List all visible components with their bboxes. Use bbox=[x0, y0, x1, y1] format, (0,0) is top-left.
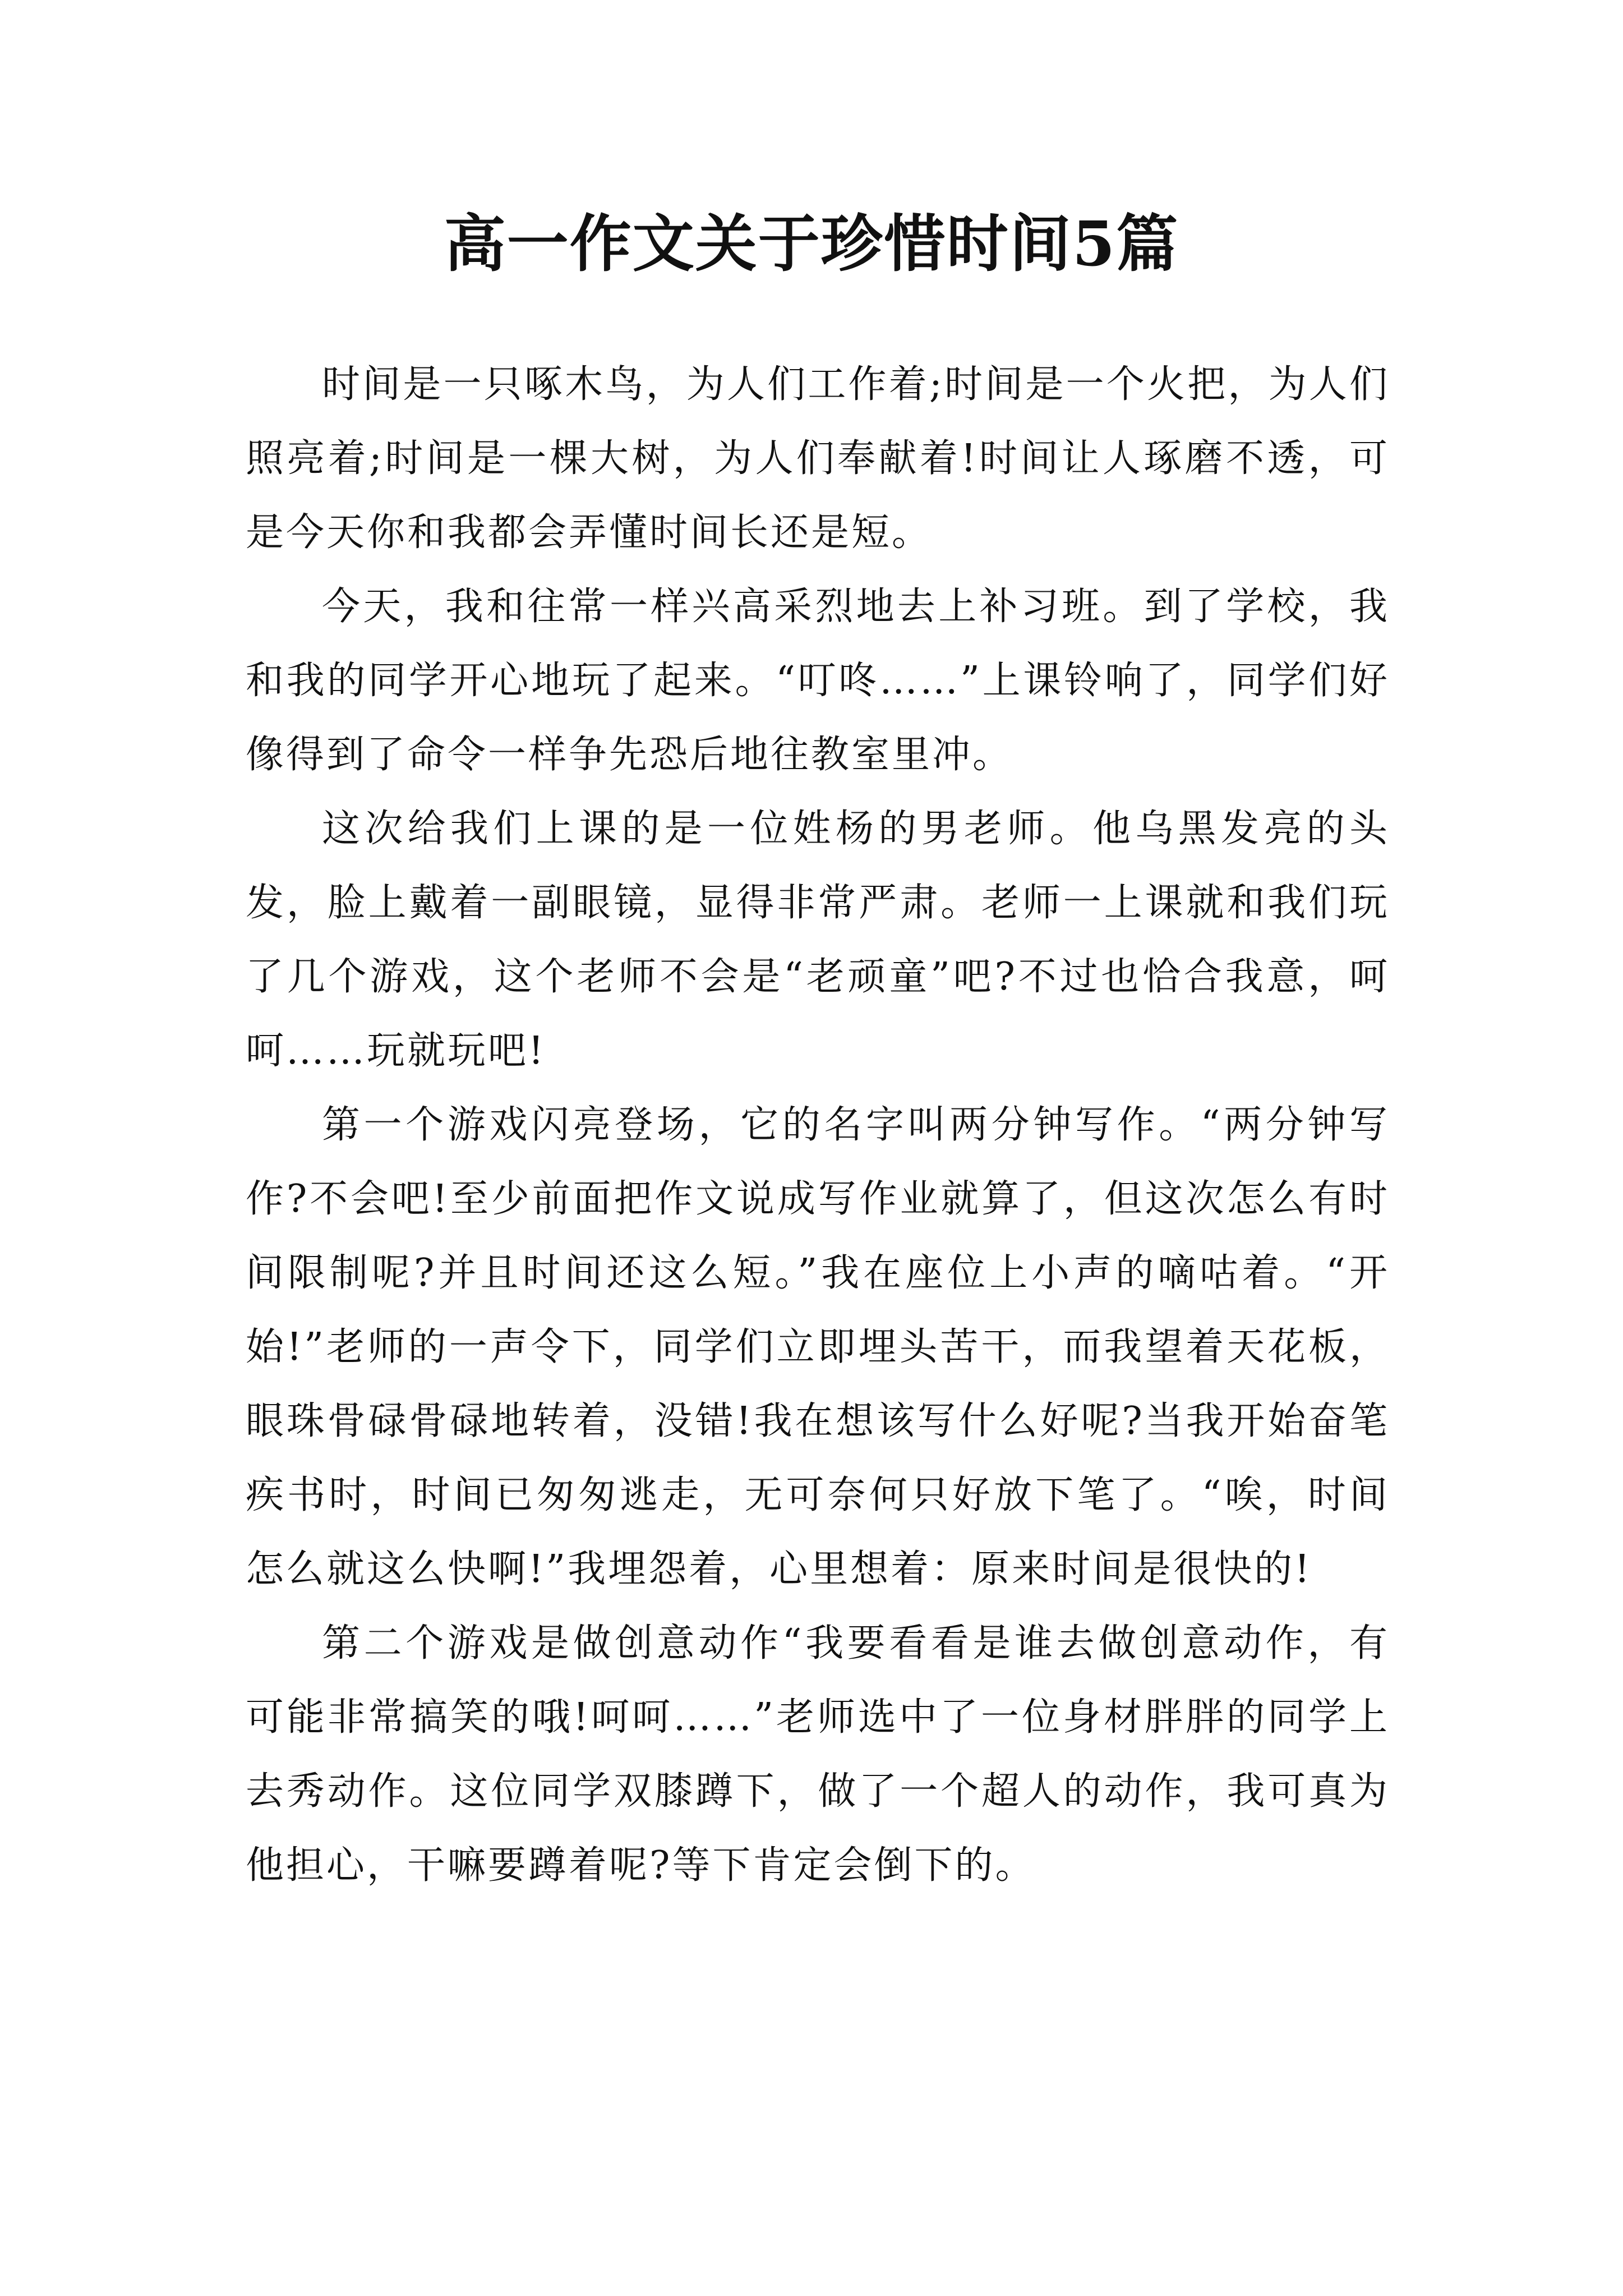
document-title: 高一作文关于珍惜时间5篇 bbox=[444, 208, 1179, 280]
paragraph: 第二个游戏是做创意动作“我要看看是谁去做创意动作，有可能非常搞笑的哦!呵呵……”老师选中了一位身材胖胖的同学上去秀动作。这位同学双膝蹲下，做了一个超人的动作，我可真为他担心，干嘛要蹲着呢?等下肯定会倒下的。 bbox=[246, 1621, 1390, 1888]
document-body bbox=[246, 348, 1390, 1903]
paragraph: 这次给我们上课的是一位姓杨的男老师。他乌黑发亮的头发，脸上戴着一副眼镜，显得非常严肃。老师一上课就和我们玩了几个游戏，这个老师不会是“老顽童”吧?不过也恰合我意，呵呵……玩就玩吧! bbox=[246, 807, 1390, 1073]
paragraph: 第一个游戏闪亮登场，它的名字叫两分钟写作。“两分钟写作?不会吧!至少前面把作文说成写作业就算了，但这次怎么有时间限制呢?并且时间还这么短。”我在座位上小声的嘀咕着。“开始!”老师的一声令下，同学们立即埋头苦干，而我望着天花板，眼珠骨碌骨碌地转着，没错!我在想该写什么好呢?当我开始奋笔疾书时，时间已匆匆逃走，无可奈何只好放下笔了。“唉，时间怎么就这么快啊!”我埋怨着，心里想着：原来时间是很快的! bbox=[246, 1103, 1390, 1591]
paragraph: 时间是一只啄木鸟，为人们工作着;时间是一个火把，为人们照亮着;时间是一棵大树，为人们奉献着!时间让人琢磨不透，可是今天你和我都会弄懂时间长还是短。 bbox=[246, 362, 1390, 555]
paragraph: 今天，我和往常一样兴高采烈地去上补习班。到了学校，我和我的同学开心地玩了起来。“叮咚……”上课铃响了，同学们好像得到了命令一样争先恐后地往教室里冲。 bbox=[246, 585, 1390, 777]
